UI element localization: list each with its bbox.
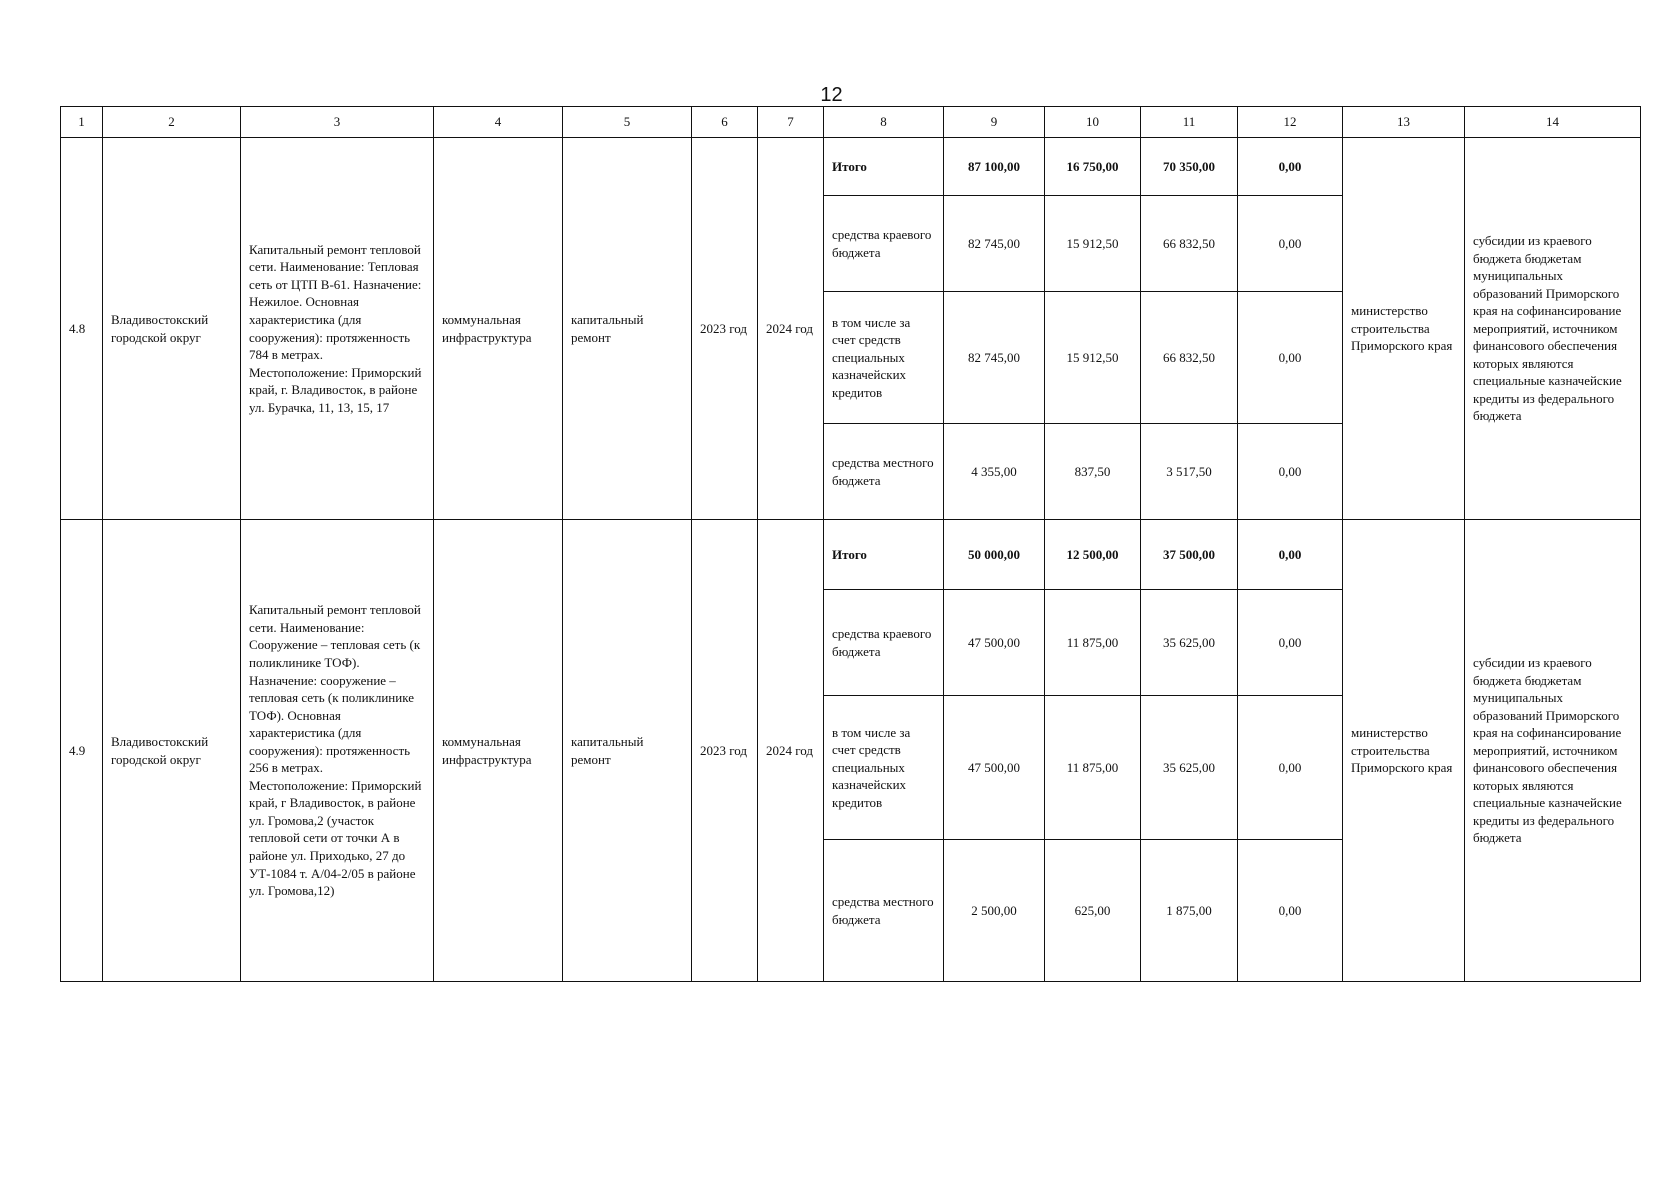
column-header: 2: [103, 107, 241, 138]
funding-source-regional: средства краевого бюджета: [824, 196, 944, 292]
value-col10: 12 500,00: [1045, 520, 1141, 590]
funding-source-total: Итого: [824, 138, 944, 196]
column-header: 11: [1141, 107, 1238, 138]
value-col9: 50 000,00: [944, 520, 1045, 590]
column-header: 13: [1343, 107, 1465, 138]
municipality-cell: Владивостокский городской округ: [103, 520, 241, 982]
value-col10: 16 750,00: [1045, 138, 1141, 196]
column-header: 7: [758, 107, 824, 138]
column-header: 10: [1045, 107, 1141, 138]
header-row: [61, 107, 1641, 138]
value-col9: 2 500,00: [944, 840, 1045, 982]
value-col10: 15 912,50: [1045, 196, 1141, 292]
value-col11: 35 625,00: [1141, 590, 1238, 696]
value-col9: 82 745,00: [944, 196, 1045, 292]
note-cell: субсидии из краевого бюджета бюджетам муниципальных образований Приморского края на софинансирование мероприятий, источником финансового обеспечения которых являются специальные казначейские кредиты из федерального бюджета: [1465, 520, 1641, 982]
value-col12: 0,00: [1238, 840, 1343, 982]
value-col12: 0,00: [1238, 292, 1343, 424]
value-col10: 11 875,00: [1045, 696, 1141, 840]
value-col11: 66 832,50: [1141, 196, 1238, 292]
note-cell: субсидии из краевого бюджета бюджетам муниципальных образований Приморского края на софинансирование мероприятий, источником финансового обеспечения которых являются специальные казначейские кредиты из федерального бюджета: [1465, 138, 1641, 520]
value-col9: 47 500,00: [944, 696, 1045, 840]
value-col11: 66 832,50: [1141, 292, 1238, 424]
funding-table: [60, 106, 1641, 982]
value-col11: 37 500,00: [1141, 520, 1238, 590]
funding-source-total: Итого: [824, 520, 944, 590]
value-col9: 47 500,00: [944, 590, 1045, 696]
year-end-cell: 2024 год: [758, 138, 824, 520]
column-header: 12: [1238, 107, 1343, 138]
value-col12: 0,00: [1238, 424, 1343, 520]
funding-source-local: средства местного бюджета: [824, 840, 944, 982]
work-type-cell: капитальный ремонт: [563, 520, 692, 982]
value-col11: 35 625,00: [1141, 696, 1238, 840]
column-header: 3: [241, 107, 434, 138]
sphere-cell: коммунальная инфраструктура: [434, 138, 563, 520]
value-col12: 0,00: [1238, 520, 1343, 590]
ministry-cell: министерство строительства Приморского края: [1343, 520, 1465, 982]
year-start-cell: 2023 год: [692, 520, 758, 982]
value-col12: 0,00: [1238, 138, 1343, 196]
column-header: 1: [61, 107, 103, 138]
value-col12: 0,00: [1238, 696, 1343, 840]
year-end-cell: 2024 год: [758, 520, 824, 982]
column-header: 6: [692, 107, 758, 138]
table-row: [61, 138, 1641, 196]
sphere-cell: коммунальная инфраструктура: [434, 520, 563, 982]
row-number: 4.8: [61, 138, 103, 520]
column-header: 4: [434, 107, 563, 138]
ministry-cell: министерство строительства Приморского края: [1343, 138, 1465, 520]
value-col12: 0,00: [1238, 196, 1343, 292]
column-header: 14: [1465, 107, 1641, 138]
value-col12: 0,00: [1238, 590, 1343, 696]
value-col11: 1 875,00: [1141, 840, 1238, 982]
object-description: Капитальный ремонт тепловой сети. Наименование: Тепловая сеть от ЦТП В-61. Назначение: Нежилое. Основная характеристика (для сооружения): протяженность 784 в метрах. Местоположение: Приморский край, г. Владивосток, в районе ул. Бурачка, 11, 13, 15, 17: [241, 138, 434, 520]
value-col9: 4 355,00: [944, 424, 1045, 520]
row-number: 4.9: [61, 520, 103, 982]
column-header: 5: [563, 107, 692, 138]
year-start-cell: 2023 год: [692, 138, 758, 520]
value-col10: 837,50: [1045, 424, 1141, 520]
value-col10: 15 912,50: [1045, 292, 1141, 424]
work-type-cell: капитальный ремонт: [563, 138, 692, 520]
object-description: Капитальный ремонт тепловой сети. Наименование: Сооружение – тепловая сеть (к поликлинике ТОФ). Назначение: сооружение – тепловая сеть (к поликлинике ТОФ). Основная характеристика (для сооружения): протяженность 256 в метрах. Местоположение: Приморский край, г Владивосток, в районе ул. Громова,2 (участок тепловой сети от точки А в районе ул. Приходько, 27 до УТ-1084 т. А/04-2/05 в районе ул. Громова,12): [241, 520, 434, 982]
column-header: 9: [944, 107, 1045, 138]
value-col11: 3 517,50: [1141, 424, 1238, 520]
municipality-cell: Владивостокский городской округ: [103, 138, 241, 520]
funding-source-local: средства местного бюджета: [824, 424, 944, 520]
funding-source-treasury-credits: в том числе за счет средств специальных казначейских кредитов: [824, 696, 944, 840]
value-col9: 82 745,00: [944, 292, 1045, 424]
funding-source-regional: средства краевого бюджета: [824, 590, 944, 696]
value-col10: 11 875,00: [1045, 590, 1141, 696]
funding-source-treasury-credits: в том числе за счет средств специальных казначейских кредитов: [824, 292, 944, 424]
value-col9: 87 100,00: [944, 138, 1045, 196]
page-number: 12: [820, 84, 843, 106]
value-col10: 625,00: [1045, 840, 1141, 982]
table-row: [61, 520, 1641, 590]
column-header: 8: [824, 107, 944, 138]
value-col11: 70 350,00: [1141, 138, 1238, 196]
